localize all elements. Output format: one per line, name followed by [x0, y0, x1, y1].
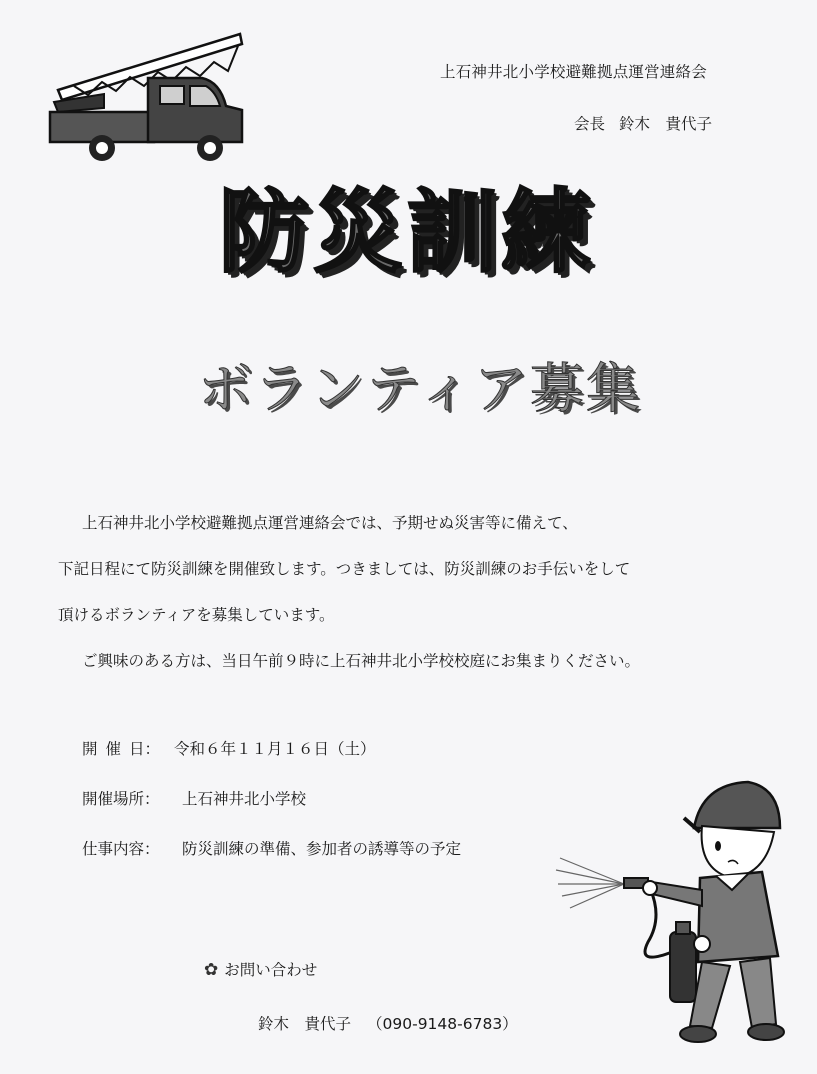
place-label: 開催場所： [82, 790, 160, 808]
page-subtitle: ボランティア募集 [198, 357, 642, 420]
flower-bullet-icon: ✿ [204, 960, 219, 980]
date-label-char: 日 [129, 740, 145, 758]
contact-phone: （090-9148-6783） [367, 1015, 518, 1033]
place-row [82, 784, 461, 834]
contact-name: 鈴木 貴代子 [258, 1015, 352, 1033]
ladder-fire-truck-icon [44, 32, 248, 162]
date-value: 令和６年１１月１６日（土） [174, 740, 376, 758]
work-row [82, 834, 461, 884]
body-line: 頂けるボランティアを募集しています。 [58, 606, 335, 624]
chair-signature [574, 112, 726, 134]
event-details [82, 734, 461, 884]
contact-heading [204, 958, 317, 980]
page-title: 防災訓練 [219, 180, 595, 285]
contact-info [258, 1012, 534, 1034]
contact-heading-text: お問い合わせ [224, 961, 318, 979]
date-row [82, 734, 461, 784]
date-label-sep: ： [144, 740, 169, 758]
work-label: 仕事内容： [82, 840, 160, 858]
child-with-fire-extinguisher-icon [552, 766, 802, 1066]
chair-name: 鈴木 貴代子 [619, 115, 713, 133]
body-line: 下記日程にて防災訓練を開催致します。つきましては、防災訓練のお手伝いをして [58, 560, 631, 578]
chair-title: 会長 [574, 115, 606, 133]
place-value: 上石神井北小学校 [182, 790, 307, 808]
body-paragraph [58, 508, 788, 692]
body-line: ご興味のある方は、当日午前９時に上石神井北小学校校庭にお集まりください。 [82, 652, 641, 670]
date-label-char: 開 [82, 740, 106, 758]
organization-name: 上石神井北小学校避難拠点運営連絡会 [440, 63, 707, 81]
date-label [82, 734, 174, 764]
date-label-char: 催 [105, 740, 130, 758]
body-line: 上石神井北小学校避難拠点運営連絡会では、予期せぬ災害等に備えて、 [82, 514, 578, 532]
work-value: 防災訓練の準備、参加者の誘導等の予定 [182, 840, 462, 858]
